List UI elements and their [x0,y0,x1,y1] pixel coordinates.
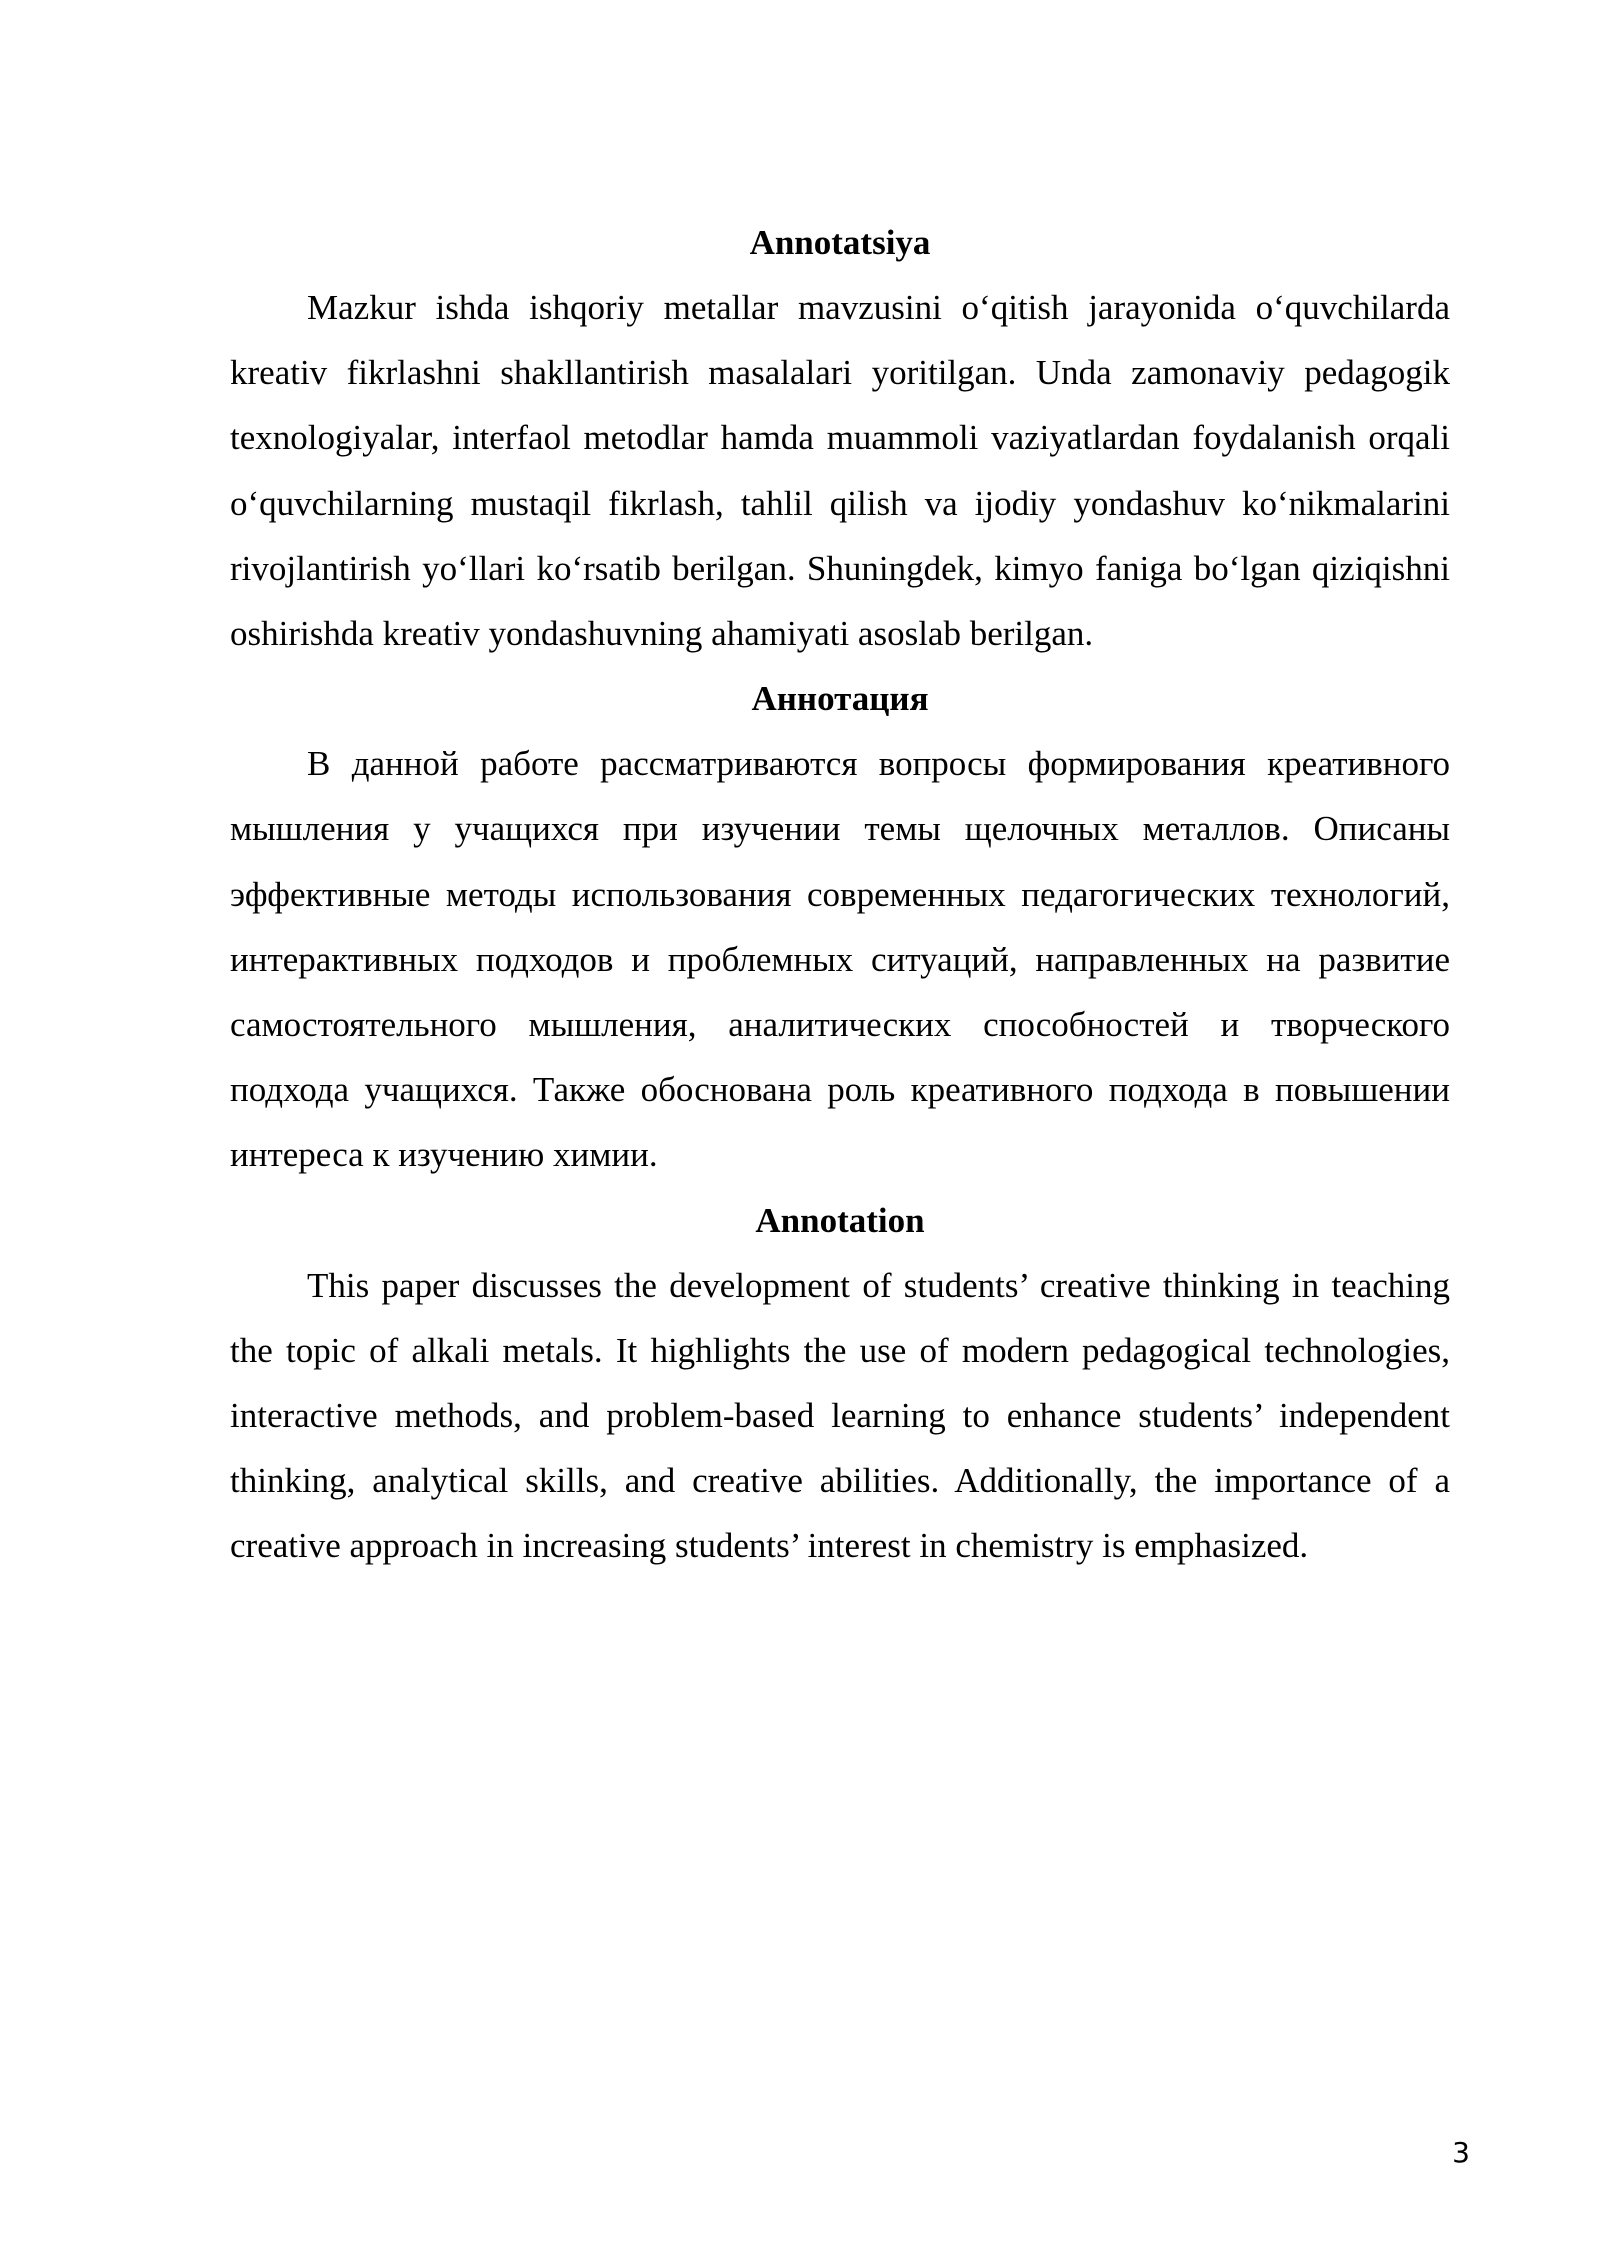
section-heading: Annotatsiya [749,223,931,262]
annotation-russian [230,666,1450,1187]
page-content [230,210,1450,1579]
section-paragraph: В данной работе рассматриваются вопросы формирования креативного мышления у учащихся при изучении темы щелочных металлов. Описаны эффективные методы использования современных педагогических технологий, интерактивных подходов и проблемных ситуаций, направленных на развитие самостоятельного мышления, аналитических способностей и творческого подхода учащихся. Также обоснована роль креативного подхода в повышении интереса к изучению химии. [230,744,1450,1175]
annotation-english [230,1188,1450,1579]
section-heading: Аннотация [751,679,929,719]
section-heading: Annotation [755,1200,925,1240]
section-paragraph: Mazkur ishda ishqoriy metallar mavzusini o‘qitish jarayonida o‘quvchilarda kreativ fikrlashni shakllantirish masalalari yoritilgan. Unda zamonaviy pedagogik texnologiyalar, interfaol metodlar hamda muammoli vaziyatlardan foydalanish orqali o‘quvchilarning mustaqil fikrlash, tahlil qilish va ijodiy yondashuv ko‘nikmalarini rivojlantirish yo‘llari ko‘rsatib berilgan. Shuningdek, kimyo faniga bo‘lgan qiziqishni oshirishda kreativ yondashuvning ahamiyati asoslab berilgan. [230,288,1450,654]
page-number: 3 [1452,2136,1470,2169]
section-paragraph: This paper discusses the development of students’ creative thinking in teaching the topic of alkali metals. It highlights the use of modern pedagogical technologies, interactive methods, and problem-based learning to enhance students’ independent thinking, analytical skills, and creative abilities. Additionally, the importance of a creative approach in increasing students’ interest in chemistry is emphasized. [230,1265,1450,1566]
annotation-uzbek [230,210,1450,666]
